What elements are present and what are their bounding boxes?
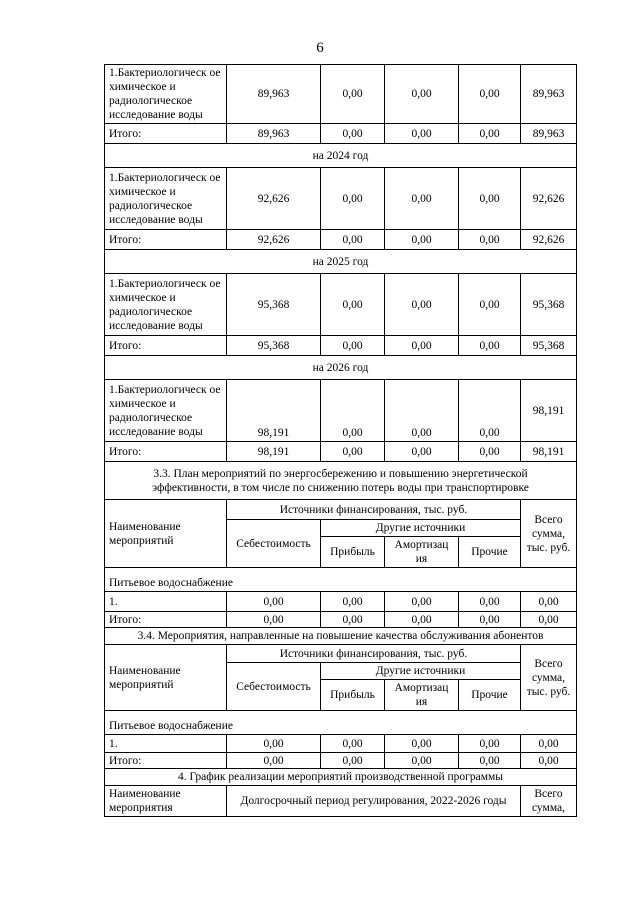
row-number: 1. — [105, 735, 227, 753]
water-supply-label: Питьевое водоснабжение — [105, 711, 577, 735]
total-cell: 92,626 — [521, 230, 577, 250]
section-3-3-title: 3.3. План мероприятий по энергосбережению и повышению энергетической эффективности, в том числе по снижению потерь воды при транспортировке — [105, 462, 577, 500]
header-other: Другие источники — [321, 520, 521, 537]
total-cell: 0,00 — [521, 592, 577, 612]
category-row — [105, 711, 577, 735]
total-cell: 89,963 — [521, 65, 577, 124]
value-cell: 0,00 — [321, 230, 385, 250]
section-4-title: 4. График реализации мероприятий производственной программы — [105, 769, 577, 786]
value-cell: 0,00 — [459, 753, 521, 769]
measure-name: 1.Бактериологическ ое химическое и радиологическое исследование воды — [105, 274, 227, 336]
row-number: 1. — [105, 592, 227, 612]
value-cell: 0,00 — [385, 336, 459, 356]
header-other: Другие источники — [321, 663, 521, 680]
program-table — [104, 64, 577, 817]
value-cell: 0,00 — [459, 612, 521, 628]
total-label: Итого: — [105, 230, 227, 250]
value-cell: 0,00 — [459, 592, 521, 612]
value-cell: 0,00 — [321, 336, 385, 356]
value-cell: 0,00 — [385, 168, 459, 230]
year-heading-row — [105, 144, 577, 168]
header-sources: Источники финансирования, тыс. руб. — [227, 500, 521, 520]
value-cell: 0,00 — [321, 168, 385, 230]
year-heading-row — [105, 356, 577, 380]
total-label: Итого: — [105, 753, 227, 769]
value-cell: 0,00 — [321, 274, 385, 336]
total-row — [105, 612, 577, 628]
header-total: Всего сумма, тыс. руб. — [521, 500, 577, 568]
plan-row — [105, 735, 577, 753]
header-name: Наименование мероприятий — [105, 500, 227, 568]
value-cell: 0,00 — [385, 753, 459, 769]
total-cell: 95,368 — [521, 336, 577, 356]
measure-name: 1.Бактериологическ ое химическое и радиологическое исследование воды — [105, 65, 227, 124]
header-total: Всего сумма, тыс. руб. — [521, 645, 577, 711]
total-label: Итого: — [105, 124, 227, 144]
total-row — [105, 124, 577, 144]
value-cell: 0,00 — [459, 336, 521, 356]
measure-row — [105, 274, 577, 336]
total-label: Итого: — [105, 442, 227, 462]
page-number: 6 — [316, 40, 324, 56]
total-cell: 98,191 — [521, 442, 577, 462]
value-cell: 0,00 — [227, 612, 321, 628]
schedule-header-row — [105, 786, 577, 817]
value-cell: 0,00 — [385, 735, 459, 753]
schedule-header-name: Наименование мероприятия — [105, 786, 227, 817]
plan-header-row — [105, 500, 577, 520]
value-cell: 0,00 — [459, 274, 521, 336]
value-cell: 95,368 — [227, 336, 321, 356]
section-heading-row — [105, 628, 577, 645]
value-cell: 0,00 — [321, 442, 385, 462]
total-cell: 95,368 — [521, 274, 577, 336]
year-heading: на 2025 год — [105, 250, 577, 274]
total-cell: 0,00 — [521, 735, 577, 753]
header-cost: Себестоимость — [227, 520, 321, 568]
value-cell: 0,00 — [227, 753, 321, 769]
plan-row — [105, 592, 577, 612]
value-cell: 98,191 — [227, 380, 321, 442]
value-cell: 89,963 — [227, 124, 321, 144]
header-sources: Источники финансирования, тыс. руб. — [227, 645, 521, 663]
category-row — [105, 568, 577, 592]
section-heading-row — [105, 462, 577, 500]
value-cell: 0,00 — [459, 168, 521, 230]
schedule-header-period: Долгосрочный период регулирования, 2022-2026 годы — [227, 786, 521, 817]
value-cell: 92,626 — [227, 230, 321, 250]
value-cell: 0,00 — [459, 380, 521, 442]
value-cell: 0,00 — [321, 735, 385, 753]
section-heading-row — [105, 769, 577, 786]
measure-name: 1.Бактериологическ ое химическое и радиологическое исследование воды — [105, 168, 227, 230]
value-cell: 95,368 — [227, 274, 321, 336]
value-cell: 0,00 — [321, 592, 385, 612]
measure-row — [105, 380, 577, 442]
value-cell: 0,00 — [459, 65, 521, 124]
plan-header-row — [105, 645, 577, 663]
value-cell: 0,00 — [385, 274, 459, 336]
value-cell: 0,00 — [321, 124, 385, 144]
year-heading-row — [105, 250, 577, 274]
value-cell: 0,00 — [459, 735, 521, 753]
total-label: Итого: — [105, 612, 227, 628]
total-cell: 0,00 — [521, 612, 577, 628]
value-cell: 92,626 — [227, 168, 321, 230]
value-cell: 89,963 — [227, 65, 321, 124]
total-cell: 0,00 — [521, 753, 577, 769]
total-row — [105, 230, 577, 250]
value-cell: 0,00 — [227, 735, 321, 753]
header-amort: Амортизац ия — [385, 680, 459, 711]
value-cell: 0,00 — [385, 380, 459, 442]
value-cell: 0,00 — [385, 442, 459, 462]
value-cell: 0,00 — [385, 124, 459, 144]
year-heading: на 2024 год — [105, 144, 577, 168]
header-misc: Прочие — [459, 537, 521, 568]
value-cell: 0,00 — [321, 65, 385, 124]
header-profit: Прибыль — [321, 537, 385, 568]
value-cell: 0,00 — [385, 612, 459, 628]
total-row — [105, 442, 577, 462]
measure-row — [105, 168, 577, 230]
total-row — [105, 753, 577, 769]
header-profit: Прибыль — [321, 680, 385, 711]
value-cell: 0,00 — [321, 612, 385, 628]
header-amort: Амортизац ия — [385, 537, 459, 568]
measure-row — [105, 65, 577, 124]
value-cell: 0,00 — [459, 442, 521, 462]
value-cell: 0,00 — [227, 592, 321, 612]
value-cell: 0,00 — [385, 592, 459, 612]
total-row — [105, 336, 577, 356]
value-cell: 0,00 — [459, 230, 521, 250]
value-cell: 0,00 — [385, 230, 459, 250]
header-name: Наименование мероприятий — [105, 645, 227, 711]
schedule-header-total: Всего сумма, — [521, 786, 577, 817]
total-label: Итого: — [105, 336, 227, 356]
year-heading: на 2026 год — [105, 356, 577, 380]
total-cell: 92,626 — [521, 168, 577, 230]
value-cell: 0,00 — [321, 380, 385, 442]
value-cell: 0,00 — [385, 65, 459, 124]
water-supply-label: Питьевое водоснабжение — [105, 568, 577, 592]
header-misc: Прочие — [459, 680, 521, 711]
value-cell: 98,191 — [227, 442, 321, 462]
total-cell: 89,963 — [521, 124, 577, 144]
value-cell: 0,00 — [459, 124, 521, 144]
header-cost: Себестоимость — [227, 663, 321, 711]
total-cell: 98,191 — [521, 380, 577, 442]
value-cell: 0,00 — [321, 753, 385, 769]
measure-name: 1.Бактериологическ ое химическое и радиологическое исследование воды — [105, 380, 227, 442]
section-3-4-title: 3.4. Мероприятия, направленные на повышение качества обслуживания абонентов — [105, 628, 577, 645]
